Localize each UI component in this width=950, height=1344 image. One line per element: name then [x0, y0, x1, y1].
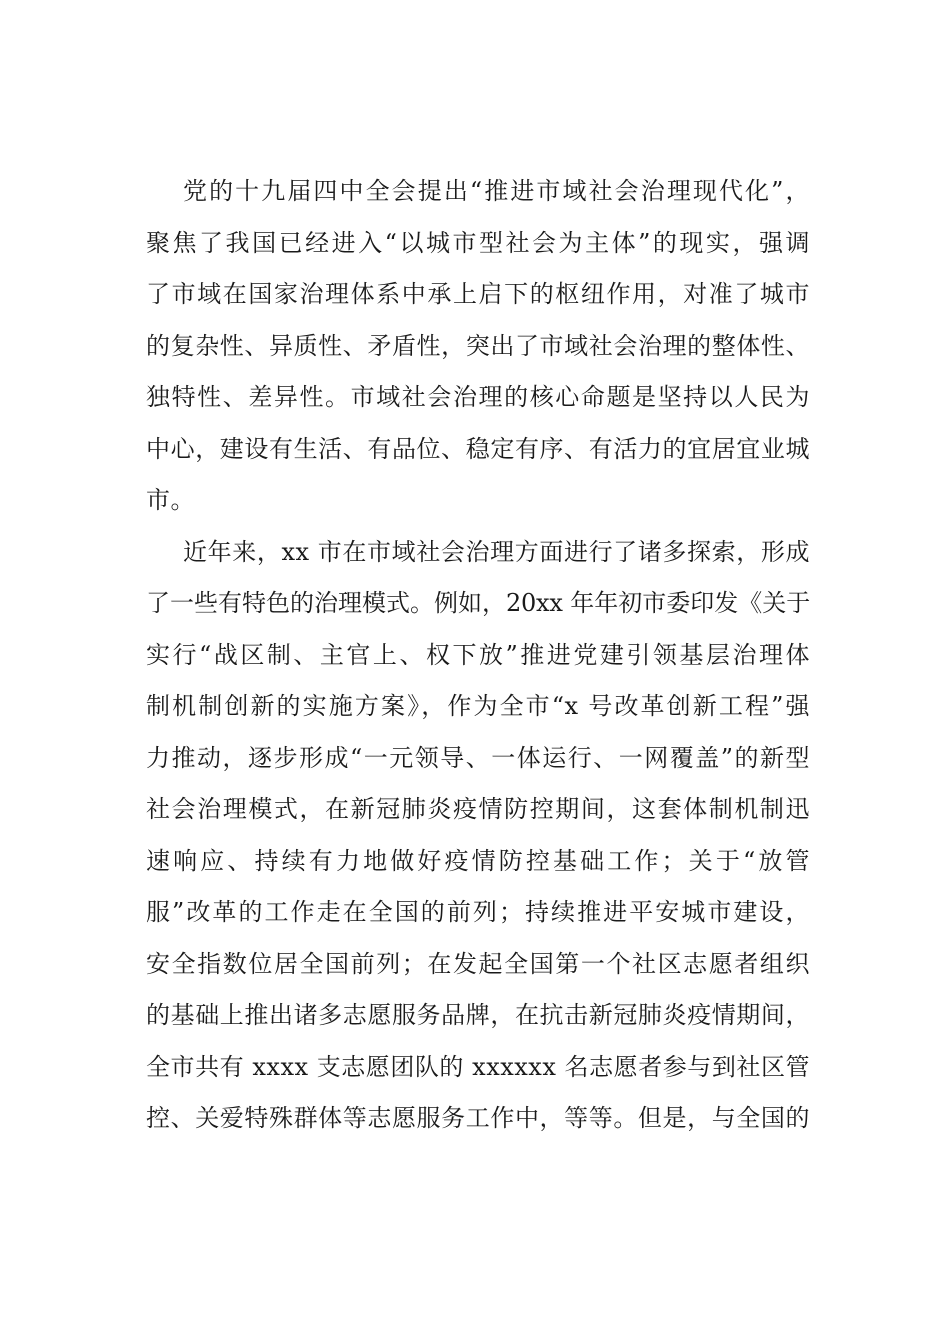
text-line: 服”改革的工作走在全国的前列；持续推进平安城市建设， [146, 898, 810, 926]
text-line: 了市域在国家治理体系中承上启下的枢纽作用，对准了城市 [146, 280, 810, 308]
text-line: 速响应、持续有力地做好疫情防控基础工作；关于“放管 [146, 846, 810, 875]
paragraph-1 [146, 166, 810, 527]
text-line: 的基础上推出诸多志愿服务品牌，在抗击新冠肺炎疫情期间， [146, 1001, 810, 1029]
text-line: 了一些有特色的治理模式。例如，20xx 年年初市委印发《关于 [146, 589, 810, 617]
text-line: 独特性、差异性。市域社会治理的核心命题是坚持以人民为 [146, 383, 810, 411]
text-line: 实行“战区制、主官上、权下放”推进党建引领基层治理体 [146, 640, 810, 669]
text-line: 控、关爱特殊群体等志愿服务工作中，等等。但是，与全国的 [146, 1104, 810, 1132]
document-body [146, 166, 810, 1145]
paragraph-2 [146, 527, 810, 1145]
text-line: 的复杂性、异质性、矛盾性，突出了市域社会治理的整体性、 [146, 331, 810, 360]
text-line: 中心，建设有生活、有品位、稳定有序、有活力的宜居宜业城 [146, 434, 810, 463]
text-line: 市。 [146, 486, 195, 514]
text-line: 聚焦了我国已经进入“以城市型社会为主体”的现实，强调 [146, 228, 810, 257]
text-line: 党的十九届四中全会提出“推进市域社会治理现代化”， [183, 177, 810, 205]
text-line: 全市共有 xxxx 支志愿团队的 xxxxxx 名志愿者参与到社区管 [146, 1052, 810, 1081]
text-line: 制机制创新的实施方案》，作为全市“x 号改革创新工程”强 [146, 692, 810, 720]
text-line: 近年来，xx 市在市域社会治理方面进行了诸多探索，形成 [183, 537, 810, 566]
text-line: 力推动，逐步形成“一元领导、一体运行、一网覆盖”的新型 [146, 743, 810, 772]
text-line: 安全指数位居全国前列；在发起全国第一个社区志愿者组织 [146, 949, 810, 978]
text-line: 社会治理模式，在新冠肺炎疫情防控期间，这套体制机制迅 [146, 795, 810, 823]
